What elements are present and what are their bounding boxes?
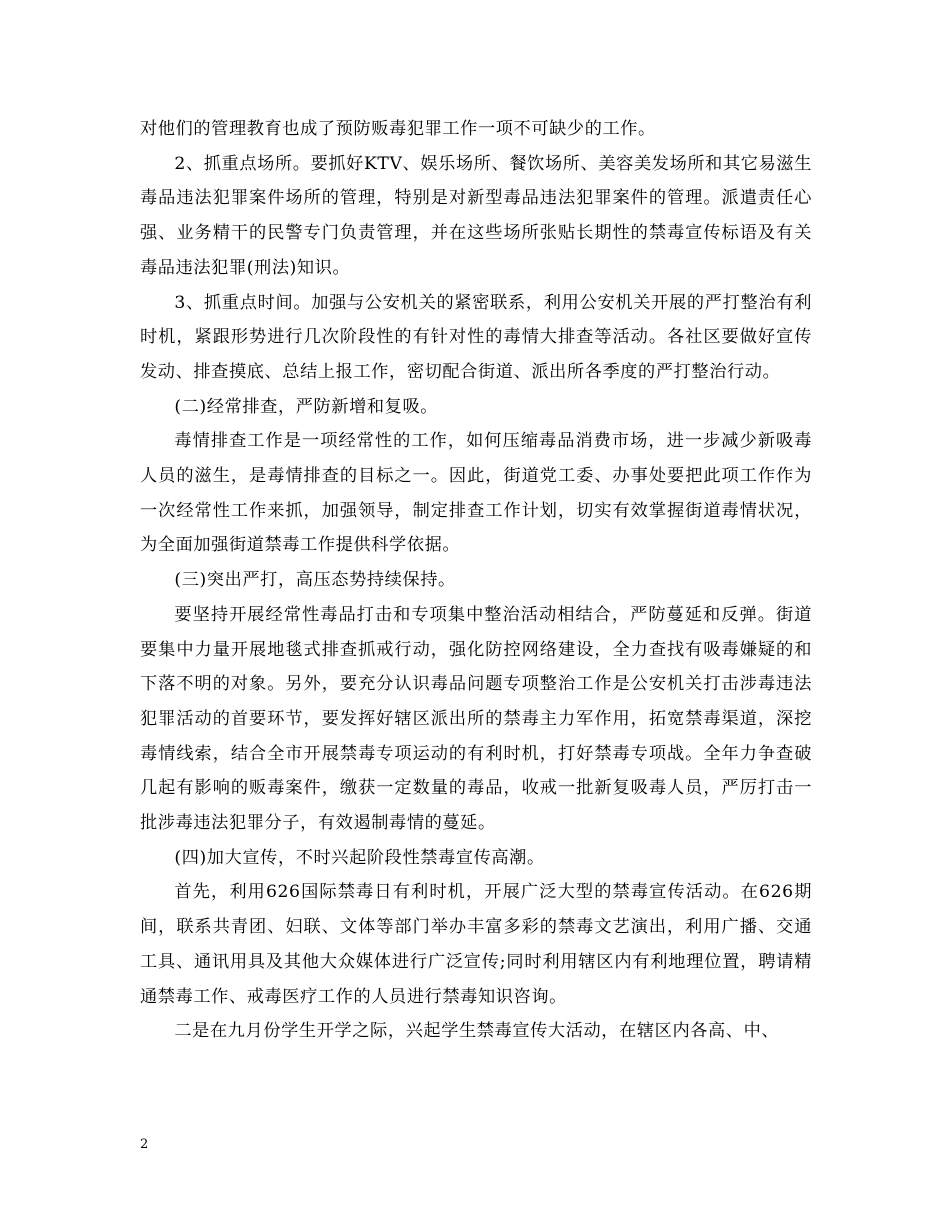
paragraph-1: 对他们的管理教育也成了预防贩毒犯罪工作一项不可缺少的工作。 — [140, 119, 656, 139]
paragraph-2: 2、抓重点场所。要抓好KTV、娱乐场所、餐饮场所、美容美发场所和其它易滋生毒品违法犯罪案件场所的管理，特别是对新型毒品违法犯罪案件的管理。派遣责任心强、业务精干的民警专门负责管理，并在这些场所张贴长期性的禁毒宣传标语及有关毒品违法犯罪(刑法)知识。 — [140, 153, 812, 278]
paragraph-3: 3、抓重点时间。加强与公安机关的紧密联系，利用公安机关开展的严打整治有利时机，紧跟形势进行几次阶段性的有针对性的毒情大排查等活动。各社区要做好宣传发动、排查摸底、总结上报工作，密切配合街道、派出所各季度的严打整治行动。 — [140, 292, 812, 382]
paragraph-5: 毒情排查工作是一项经常性的工作，如何压缩毒品消费市场，进一步减少新吸毒人员的滋生，是毒情排查的目标之一。因此，街道党工委、办事处要把此项工作作为一次经常性工作来抓，加强领导，制定排查工作计划，切实有效掌握街道毒情状况，为全面加强街道禁毒工作提供科学依据。 — [140, 431, 812, 556]
paragraph-10: 二是在九月份学生开学之际，兴起学生禁毒宣传大活动，在辖区内各高、中、 — [174, 1021, 780, 1042]
document-body — [140, 112, 812, 1049]
paragraph-9: 首先，利用626国际禁毒日有利时机，开展广泛大型的禁毒宣传活动。在626期间，联系共青团、妇联、文体等部门举办丰富多彩的禁毒文艺演出，利用广播、交通工具、通讯用具及其他大众媒体进行广泛宣传;同时利用辖区内有利地理位置，聘请精通禁毒工作、戒毒医疗工作的人员进行禁毒知识咨询。 — [140, 882, 812, 1007]
page-number: 2 — [140, 1137, 149, 1152]
section-heading-4: (四)加大宣传，不时兴起阶段性禁毒宣传高潮。 — [174, 847, 545, 868]
section-heading-3: (三)突出严打，高压态势持续保持。 — [174, 570, 456, 591]
paragraph-7: 要坚持开展经常性毒品打击和专项集中整治活动相结合，严防蔓延和反弹。街道要集中力量开展地毯式排查抓戒行动，强化防控网络建设，全力查找有吸毒嫌疑的和下落不明的对象。另外，要充分认识毒品问题专项整治工作是公安机关打击涉毒违法犯罪活动的首要环节，要发挥好辖区派出所的禁毒主力军作用，拓宽禁毒渠道，深挖毒情线索，结合全市开展禁毒专项运动的有利时机，打好禁毒专项战。全年力争查破几起有影响的贩毒案件，缴获一定数量的毒品，收戒一批新复吸毒人员，严厉打击一批涉毒违法犯罪分子，有效遏制毒情的蔓延。 — [140, 604, 812, 834]
section-heading-2: (二)经常排查，严防新增和复吸。 — [174, 396, 439, 417]
